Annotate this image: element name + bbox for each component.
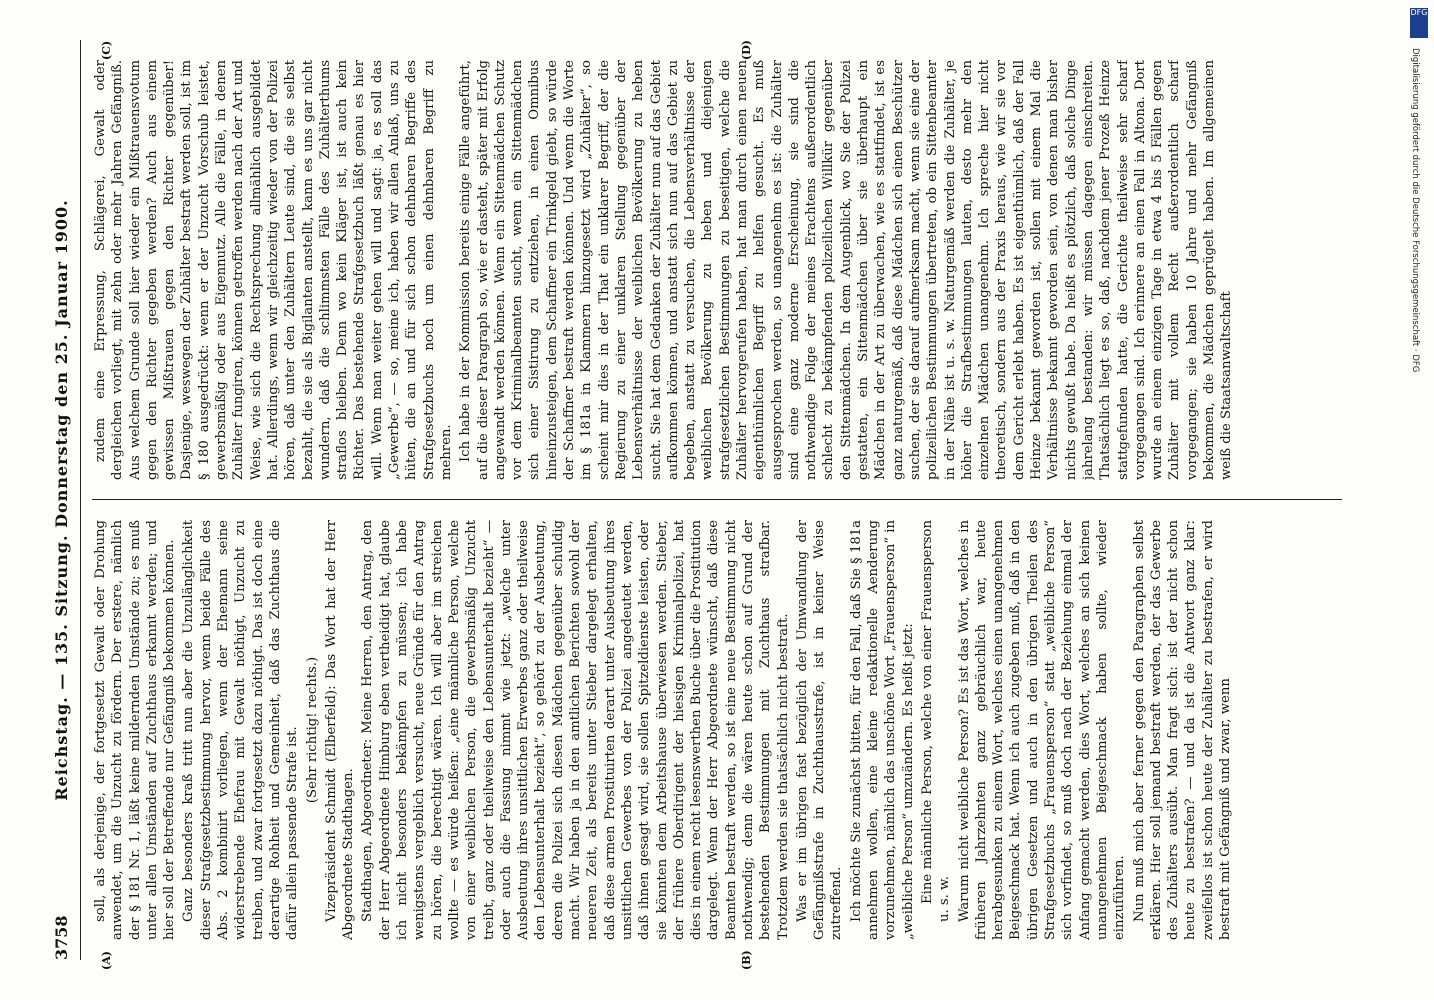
- margin-mark-a: (A): [100, 951, 113, 970]
- paragraph: Ganz besonders kraß tritt nun aber die Unzulänglichkeit dieser Strafgesetzbestimmung hervor, wenn beide Fälle des Abs. 2 kombinirt vorliegen, wenn der Ehemann seine widerstrebende Ehefrau mit Gewalt nöthigt, Unzucht zu treiben, und zwar fortgesetzt dazu nöthigt. Das ist doch eine derartige Rohheit und Gemeinheit, daß das Zuchthaus die dafür allein passende Strafe ist.: [181, 520, 301, 940]
- paragraph: soll, als derjenige, der fortgesetzt Gewalt oder Drohung anwendet, um die Unzucht zu fördern. Der erstere, nämlich der § 181 Nr. 1, läßt keine mildernden Umstände zu; es muß unter allen Umständen auf Zuchthaus erkannt werden; und hier soll der Betreffende nur Gefängniß bekommen können.: [93, 520, 178, 940]
- margin-mark-c: (C): [100, 40, 113, 60]
- right-column: [92, 60, 1342, 480]
- page-number: 3758: [52, 915, 71, 960]
- interjection: (Sehr richtig! rechts.): [304, 656, 320, 804]
- header-rule: [80, 40, 81, 960]
- speech-paragraph: Stadthagen, Abgeordneter: Meine Herren, den Antrag, den der Herr Abgeordnete Himburg eben vertheidigt hat, glaube ich nicht besonders bekämpfen zu müssen; ich habe wenigstens vergeblich versucht, neue Gründe für den Antrag zu hören, die berechtigt wären. Ich will aber im streichen wollte — es würde heißen: „eine männliche Person, welche von einer weiblichen Person, die gewerbsmäßig Unzucht treibt, ganz oder theilweise den Lebensunterhalt bezieht“ — oder auch die Fassung nimmt wie jetzt: „welche unter Ausbeutung ihres unsittlichen Erwerbes ganz oder theilweise den Lebensunterhalt bezieht“, so gehört zu der Ausbeutung, deren die Polizei sich diesen Mädchen gegenüber schuldig macht. Wir haben ja in den amtlichen Berichten sowohl der neueren Zeit, als bereits unter Stieber dargelegt erhalten, daß diese armen Prostituirten derart unter Ausbeutung ihres unsittlichen Gewerbes von der Polizei angedeutet werden, daß ihnen gesagt wird, sie sollen Spitzeldienste leisten, oder sie könnten dem Arbeitshause überwiesen werden. Stieber, der frühere Oberdirigent der hiesigen Kriminalpolizei, hat dies in einem recht lesenswerthen Buche über die Prostitution dargelegt. Wenn der Herr Abgeordnete wünscht, daß diese Beamten bestraft werden, so ist eine neue Bestimmung nicht nothwendig; denn die wären heute schon auf Grund der bestehenden Bestimmungen mit Zuchthaus strafbar. Trotzdem werden sie thatsächlich nicht bestraft.: [360, 520, 791, 940]
- paragraph: Warum nicht weibliche Person? Es ist das Wort, welches in früheren Jahrzehnten ganz gebräuchlich war, heute herabgesunken zu einem Wort, welches einen unangenehmen Beigeschmack hat. Wenn ich auch zugeben muß, daß in den übrigen Gesetzen und auch in den übrigen Theilen des Strafgesetzbuchs „Frauensperson“ statt „weibliche Person“ sich vorfindet, so muß doch nach der Beziehung einmal der Anfang gemacht werden, dies Wort, welches an sich keinen unangenehmen Beigeschmack haben sollte, wieder einzuführen.: [956, 520, 1128, 940]
- paragraph: Ich habe in der Kommission bereits einige Fälle angeführt, auf die dieser Paragraph so, wie er dasteht, später mit Erfolg angewandt werden können. Wenn ein Sittenmädchen Schutz vor dem Kriminalbeamten sucht, wenn ein Sittenmädchen sich einer Sistirung zu entziehen, in einen Omnibus hineinzusteigen, dem Schaffner ein Trinkgeld giebt, so würde der Schaffner bestraft werden können. Und wenn die Worte im § 181a in Klammern hinzugesetzt wird „Zuhälter“, so scheint mir dies in der That ein unklarer Begriff, der die Regierung zu einer unklaren Stellung gegenüber der Lebensverhältnisse der weiblichen Bevölkerung zu heben sucht. Sie hat dem Gedanken der Zuhälter nun auf das Gebiet aufkommen können, und anstatt sich nun auf das Gebiet zu begeben, anstatt zu versuchen, die Lebensverhältnisse der weiblichen Bevölkerung zu heben und diejenigen strafgesetzlichen Bestimmungen zu beseitigen, welche die Zuhälter hervorgerufen haben, hat man durch einen neuen eigenthümlichen Begriff zu helfen gesucht. Es muß ausgesprochen werden, so unangenehm es ist: die Zuhälter sind eine ganz moderne Erscheinung, sie sind die nothwendige Folge der meines Erachtens außerordentlich schlecht zu bekämpfenden polizeilichen Willkür gegenüber den Sittenmädchen. In dem Augenblick, wo Sie der Polizei gestatten, ein Sittenmädchen über sie überhaupt ein Mädchen in der Art zu überwachen, wie es stattfindet, ist es ganz naturgemäß, daß diese Mädchen sich einen Beschützer suchen, der sie darauf aufmerksam macht, wenn sie eine der polizeilichen Bestimmungen übertreten, ob ein Sittenbeamter in der Nähe ist u. s. w. Naturgemäß werden die Zuhälter, je höher die Strafbestimmungen lauten, desto mehr den einzelnen Mädchen unangenehm. Ich spreche hier nicht theoretisch, sondern aus der Praxis heraus, wie wir sie vor dem Gericht erlebt haben. Es ist eigenthümlich, daß der Fall Heinze bekannt geworden ist, sollen mit einem Mal die Verhältnisse bekannt geworden sein, von denen man bisher nichts gewußt habe. Da heißt es plötzlich, daß solche Dinge jahrelang bestanden: wir müssen dagegen einschreiten. Thatsächlich liegt es so, daß, nachdem jener Prozeß Heinze stattgefunden hatte, die Gerichte theilweise sehr scharf vorgegangen sind. Ich erinnere an einen Fall in Altona. Dort wurde an einem einzigen Tage in etwa 4 bis 5 Fällen gegen Zuhälter mit vollem Recht außerordentlich scharf vorgegangen; sie haben 10 Jahre und mehr Gefängniß bekommen, die Mädchen geprügelt haben. Im allgemeinen weiß die Staatsanwaltschaft: [458, 60, 1235, 480]
- margin-mark-b: (B): [740, 950, 753, 970]
- credit-text: Digitalisierung gefördert durch die Deutsche Forschungsgemeinschaft · DFG: [1410, 48, 1420, 373]
- paragraph: zudem eine Erpressung, Schlägerei, Gewalt oder dergleichen vorliegt, mit zehn oder mehr Jahren Gefängniß. Aus welchem Grunde soll hier wieder ein Mißtrauensvotum gegen den Richter gegeben werden? Auch aus einem gewissen Mißtrauen gegen den Richter gegenüber! Dasjenige, weswegen der Zuhälter bestraft werden soll, ist im § 180 ausgedrückt: wenn er der Unzucht Vorschub leistet, gewerbsmäßig oder aus Eigennutz. Alle die Fälle, in denen Zuhälter fungiren, können getroffen werden nach der Art und Weise, wie sich die Rechtsprechung allmählich ausgebildet hat. Allerdings, wenn wir gleichzeitig wieder von der Polizei hören, daß unter den Zuhältern Leute sind, die sie selbst bezahlt, die sie als Bigilanten anstellt, kann es uns gar nicht wundern, daß die schlimmsten Fälle des Zuhälterthums straflos bleiben. Denn wo kein Kläger ist, ist auch kein Richter. Das bestehende Strafgesetzbuch läßt genau es hier will. Wenn man weiter gehen will und sagt: ja, es soll das „Gewerbe“, — so, meine ich, haben wir allen Anlaß, uns zu hüten, die an und für sich schon dehnbaren Begriffe des Strafgesetzbuchs noch um einen dehnbaren Begriff zu mehren.: [93, 60, 454, 480]
- paragraph: Nun muß mich aber ferner gegen den Paragraphen selbst erklären. Hier soll jemand bestraft werden, der das Gewerbe des Zuhälters ausübt. Man fragt sich: ist der nicht schon heute zu bestrafen? — und da ist die Antwort ganz klar: zweifellos ist schon heute der Zuhälter zu bestrafen, er wird bestraft mit Gefängniß und zwar, wenn: [1131, 520, 1233, 940]
- paragraph: Ich möchte Sie zunächst bitten, für den Fall, daß Sie § 181a annehmen wollen, eine kleine redaktionelle Aenderung vorzunehmen, nämlich das unschöne Wort „Frauensperson“ in „weibliche Person“ umzuändern. Es heißt jetzt:: [848, 520, 916, 940]
- column-divider: [92, 499, 1342, 500]
- page-header: [52, 40, 76, 960]
- paragraph: Was er im übrigen fast bezüglich der Umwandlung der Gefängnißstrafe in Zuchthausstrafe, ist in keiner Weise zutreffend.: [794, 520, 845, 940]
- paragraph: Vizepräsident Schmidt (Elberfeld): Das Wort hat der Herr Abgeordnete Stadthagen.: [323, 520, 357, 940]
- left-column: [92, 520, 1342, 940]
- dfg-logo-badge: DFG: [1410, 8, 1428, 38]
- margin-mark-d: (D): [740, 40, 753, 60]
- digitization-credit: [1410, 8, 1430, 992]
- page-title: Reichstag. — 135. Sitzung. Donnerstag den 25. Januar 1900.: [52, 199, 71, 801]
- quotation: Eine männliche Person, welche von einer Frauensperson u. s. w.: [919, 520, 953, 922]
